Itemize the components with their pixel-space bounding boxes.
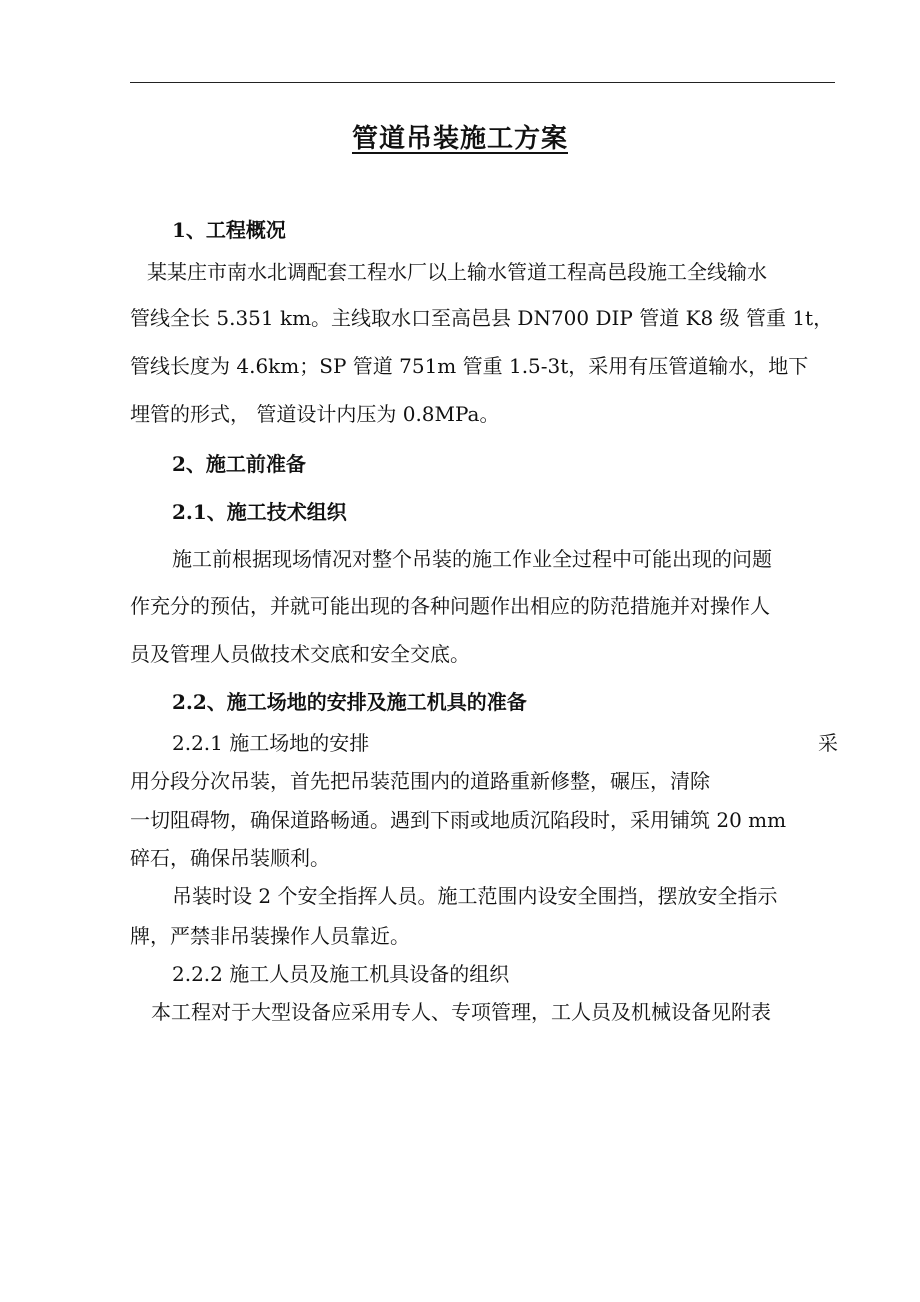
section-2-2-1-line: 碎石，确保吊装顺利。 — [130, 846, 330, 870]
section-2-2-1-line: 一切阻碍物，确保道路畅通。遇到下雨或地质沉陷段时，采用铺筑 20 mm — [130, 808, 787, 832]
section-2-2-2-heading: 2.2.2 施工人员及施工机具设备的组织 — [172, 962, 510, 986]
section-2-2-2-line: 本工程对于大型设备应采用专人、专项管理，工人员及机械设备见附表 — [151, 1000, 771, 1024]
page-title-text: 管道吊装施工方案 — [351, 124, 568, 154]
page-title — [0, 118, 920, 155]
section-1-line: 管线全长 5.351 km。主线取水口至高邑县 DN700 DIP 管道 K8 级 管重 1t， — [130, 306, 834, 330]
section-1-line: 某某庄市南水北调配套工程水厂以上输水管道工程高邑段施工全线输水 — [147, 260, 767, 284]
section-2-1-line: 施工前根据现场情况对整个吊装的施工作业全过程中可能出现的问题 — [172, 547, 772, 571]
section-2-1-line: 作充分的预估，并就可能出现的各种问题作出相应的防范措施并对操作人 — [130, 594, 770, 618]
section-1-line: 埋管的形式， 管道设计内压为 0.8MPa。 — [130, 402, 500, 426]
section-2-2-heading: 2.2、施工场地的安排及施工机具的准备 — [172, 690, 527, 714]
section-2-2-1-heading-tail: 采 — [818, 731, 838, 755]
section-2-2-1-para2-line: 吊装时设 2 个安全指挥人员。施工范围内设安全围挡，摆放安全指示 — [172, 884, 778, 908]
section-1-heading: 1、工程概况 — [172, 218, 286, 242]
section-2-2-1-para2-line: 牌，严禁非吊装操作人员靠近。 — [130, 924, 410, 948]
section-2-heading: 2、施工前准备 — [172, 452, 306, 476]
section-2-1-line: 员及管理人员做技术交底和安全交底。 — [130, 642, 470, 666]
section-2-1-heading: 2.1、施工技术组织 — [172, 500, 347, 524]
section-2-2-1-heading: 2.2.1 施工场地的安排 — [172, 731, 370, 755]
header-rule — [130, 82, 835, 83]
section-2-2-1-line: 用分段分次吊装，首先把吊装范围内的道路重新修整，碾压，清除 — [130, 769, 710, 793]
section-1-line: 管线长度为 4.6km；SP 管道 751m 管重 1.5-3t，采用有压管道输水，地下 — [130, 354, 809, 378]
